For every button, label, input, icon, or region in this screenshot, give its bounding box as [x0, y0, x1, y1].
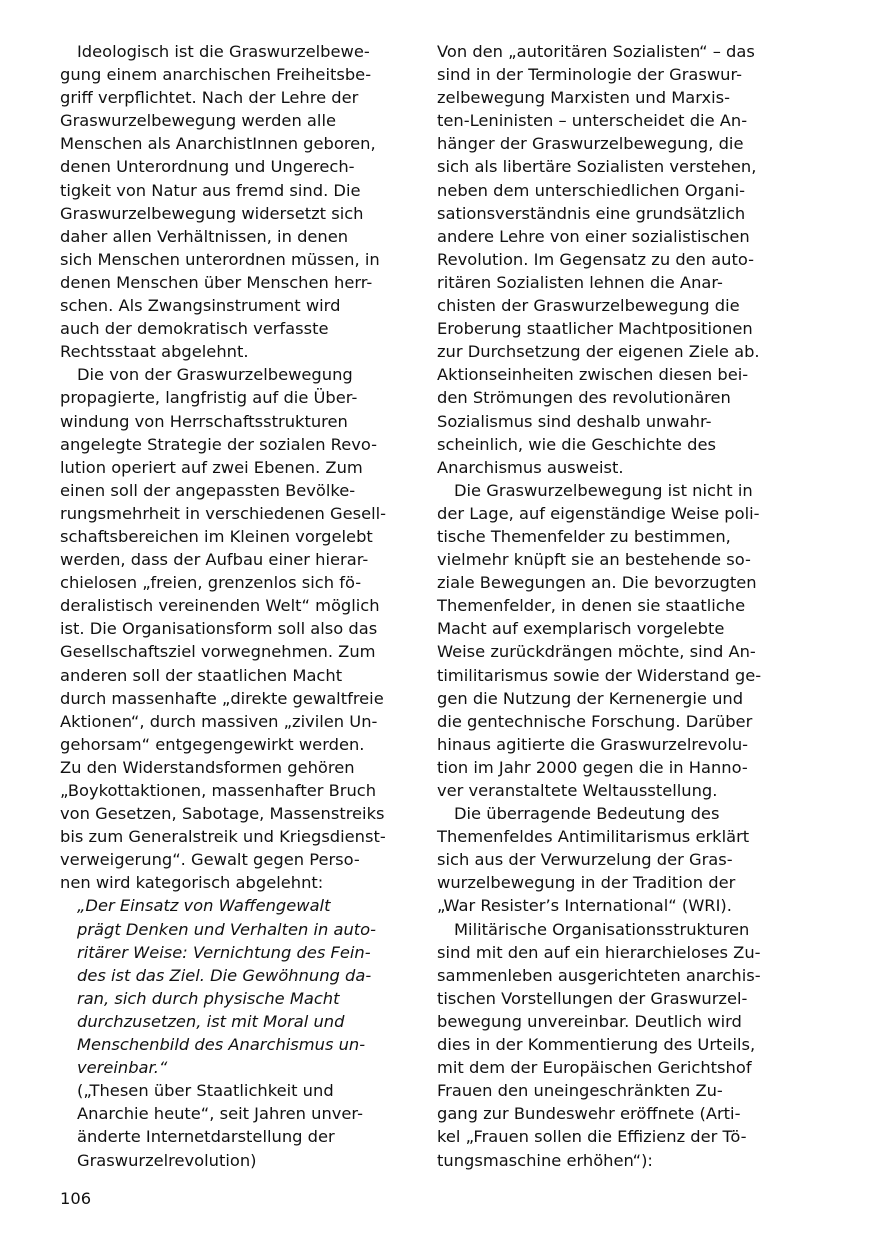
text-line: durch massenhafte „direkte gewaltfreie [60, 688, 384, 708]
text-line: gen die Nutzung der Kernenergie und [437, 688, 744, 708]
text-line: tungsmaschine erhöhen“): [437, 1150, 653, 1170]
text-line: Weise zurückdrängen möchte, sind An- [437, 642, 756, 662]
text-line: Aktionen“, durch massiven „zivilen Un- [60, 711, 378, 731]
text-line: Zu den Widerstandsformen gehören [60, 757, 355, 777]
text-line: tischen Vorstellungen der Graswurzel- [437, 988, 748, 1008]
text-line: gung einem anarchischen Freiheitsbe- [60, 65, 372, 85]
text-line: Sozialismus sind deshalb unwahr- [437, 411, 712, 431]
text-line: griff verpflichtet. Nach der Lehre der [60, 88, 359, 108]
text-line: sammenleben ausgerichteten anarchis- [437, 965, 761, 985]
text-line: bewegung unvereinbar. Deutlich wird [437, 1011, 742, 1031]
text-line: sich aus der Verwurzelung der Gras- [437, 850, 733, 870]
text-line: dies in der Kommentierung des Urteils, [437, 1035, 756, 1055]
text-line: änderte Internetdarstellung der [77, 1127, 335, 1147]
text-line: durchzusetzen, ist mit Moral und [77, 1011, 345, 1031]
text-line: daher allen Verhältnissen, in denen [60, 226, 349, 246]
text-line: Graswurzelbewegung werden alle [60, 111, 336, 131]
text-line: Anarchie heute“, seit Jahren unver- [77, 1104, 363, 1124]
text-line: gehorsam“ entgegengewirkt werden. [60, 734, 365, 754]
text-line: vereinbar.“ [77, 1058, 168, 1078]
page-number: 106 [60, 1189, 92, 1208]
text-line: neben dem unterschiedlichen Organi- [437, 180, 746, 200]
text-line: hinaus agitierte die Graswurzelrevolu- [437, 734, 749, 754]
text-line: andere Lehre von einer sozialistischen [437, 226, 750, 246]
text-line: des ist das Ziel. Die Gewöhnung da- [77, 965, 372, 985]
text-line: angelegte Strategie der sozialen Revo- [60, 434, 378, 454]
text-line: lution operiert auf zwei Ebenen. Zum [60, 457, 363, 477]
text-line: den Strömungen des revolutionären [437, 388, 731, 408]
text-line: von Gesetzen, Sabotage, Massenstreiks [60, 804, 385, 824]
text-line: hänger der Graswurzelbewegung, die [437, 134, 744, 154]
text-line: chisten der Graswurzelbewegung die [437, 296, 740, 316]
text-line: sich als libertäre Sozialisten verstehen, [437, 157, 757, 177]
text-line: vielmehr knüpft sie an bestehende so- [437, 550, 751, 570]
text-line: Eroberung staatlicher Machtpositionen [437, 319, 753, 339]
text-line: scheinlich, wie die Geschichte des [437, 434, 716, 454]
text-line: denen Menschen über Menschen herr- [60, 272, 373, 292]
text-line: windung von Herrschaftsstrukturen [60, 411, 348, 431]
text-line: „War Resister’s International“ (WRI). [437, 896, 732, 916]
text-line: Ideologisch ist die Graswurzelbewe- [77, 42, 370, 61]
text-line: nen wird kategorisch abgelehnt: [60, 873, 324, 893]
text-line: ritären Sozialisten lehnen die Anar- [437, 272, 723, 292]
text-line: Anarchismus ausweist. [437, 457, 624, 477]
text-line: wurzelbewegung in der Tradition der [437, 873, 736, 893]
text-line: Graswurzelrevolution) [77, 1150, 257, 1170]
text-line: Aktionseinheiten zwischen diesen bei- [437, 365, 749, 385]
text-line: ziale Bewegungen an. Die bevorzugten [437, 573, 757, 593]
text-line: timilitarismus sowie der Widerstand ge- [437, 665, 762, 685]
text-line: chielosen „freien, grenzenlos sich fö- [60, 573, 362, 593]
text-line: gang zur Bundeswehr eröffnete (Arti- [437, 1104, 741, 1124]
text-line: schaftsbereichen im Kleinen vorgelebt [60, 526, 373, 546]
text-line: Menschen als AnarchistInnen geboren, [60, 134, 376, 154]
text-line: Frauen den uneingeschränkten Zu- [437, 1081, 723, 1101]
text-line: sich Menschen unterordnen müssen, in [60, 249, 380, 269]
text-line: mit dem der Europäischen Gerichtshof [437, 1058, 752, 1078]
text-line: Graswurzelbewegung widersetzt sich [60, 203, 364, 223]
text-line: Gesellschaftsziel vorwegnehmen. Zum [60, 642, 376, 662]
left-text-column [60, 40, 410, 1172]
text-line: deralistisch vereinenden Welt“ möglich [60, 596, 380, 616]
text-line: ritärer Weise: Vernichtung des Fein- [77, 942, 371, 962]
text-line: Themenfelder, in denen sie staatliche [437, 596, 746, 616]
text-line: werden, dass der Aufbau einer hierar- [60, 550, 369, 570]
text-line: Rechtsstaat abgelehnt. [60, 342, 249, 362]
text-line: prägt Denken und Verhalten in auto- [77, 919, 377, 939]
text-line: rungsmehrheit in verschiedenen Gesell- [60, 503, 387, 523]
text-line: „Boykottaktionen, massenhafter Bruch [60, 781, 377, 800]
text-line: Von den „autoritären Sozialisten“ – das [437, 42, 755, 61]
text-line: anderen soll der staatlichen Macht [60, 665, 343, 685]
text-line: „Der Einsatz von Waffengewalt [77, 896, 331, 916]
text-line: ran, sich durch physische Macht [77, 988, 340, 1008]
text-line: einen soll der angepassten Bevölke- [60, 480, 356, 500]
text-line: kel „Frauen sollen die Effizienz der Tö- [437, 1127, 747, 1147]
text-line: denen Unterordnung und Ungerech- [60, 157, 355, 177]
text-line: zelbewegung Marxisten und Marxis- [437, 88, 731, 108]
text-line: auch der demokratisch verfasste [60, 319, 329, 339]
text-line: Die Graswurzelbewegung ist nicht in [454, 480, 753, 500]
text-line: Militärische Organisationsstrukturen [454, 919, 750, 939]
text-line: tische Themenfelder zu bestimmen, [437, 526, 731, 546]
text-line: bis zum Generalstreik und Kriegsdienst- [60, 827, 386, 847]
text-line: Revolution. Im Gegensatz zu den auto- [437, 249, 754, 269]
text-line: zur Durchsetzung der eigenen Ziele ab. [437, 342, 760, 362]
text-line: schen. Als Zwangsinstrument wird [60, 296, 341, 316]
text-line: sind mit den auf ein hierarchieloses Zu- [437, 942, 761, 962]
text-line: Themenfeldes Antimilitarismus erklärt [437, 827, 750, 847]
text-line: Menschenbild des Anarchismus un- [77, 1035, 366, 1055]
text-line: ten-Leninisten – unterscheidet die An- [437, 111, 748, 131]
text-line: sind in der Terminologie der Graswur- [437, 65, 743, 85]
text-line: sationsverständnis eine grundsätzlich [437, 203, 746, 223]
text-line: Macht auf exemplarisch vorgelebte [437, 619, 725, 639]
text-line: propagierte, langfristig auf die Über- [60, 388, 358, 408]
text-line: ver veranstaltete Weltausstellung. [437, 781, 718, 800]
text-line: („Thesen über Staatlichkeit und [77, 1081, 334, 1101]
text-line: der Lage, auf eigenständige Weise poli- [437, 503, 760, 523]
text-line: die gentechnische Forschung. Darüber [437, 711, 753, 731]
text-line: Die von der Graswurzelbewegung [77, 365, 353, 385]
text-line: ist. Die Organisationsform soll also das [60, 619, 378, 639]
text-line: tigkeit von Natur aus fremd sind. Die [60, 180, 361, 200]
right-text-column [437, 40, 787, 1172]
text-line: verweigerung“. Gewalt gegen Perso- [60, 850, 360, 870]
text-line: tion im Jahr 2000 gegen die in Hanno- [437, 757, 748, 777]
text-line: Die überragende Bedeutung des [454, 804, 720, 824]
